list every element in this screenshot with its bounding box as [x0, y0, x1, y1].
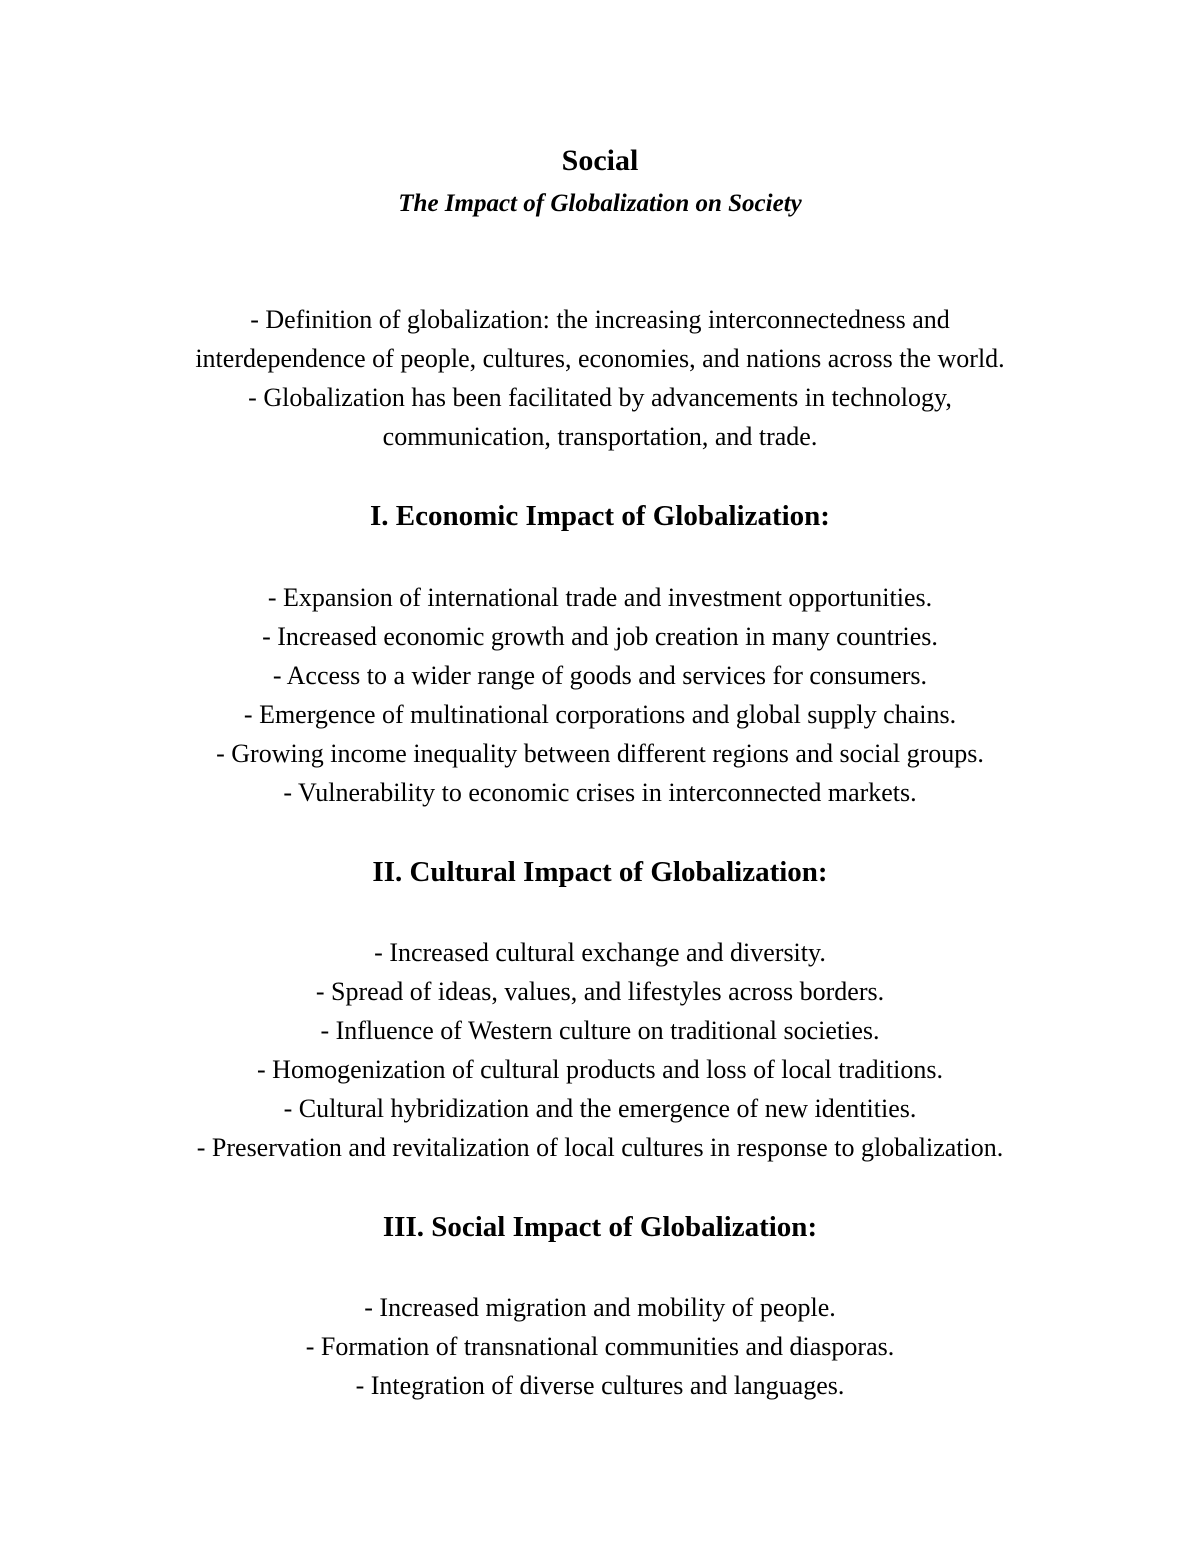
section-heading-social: III. Social Impact of Globalization: [382, 1211, 818, 1243]
list-item: - Emergence of multinational corporations and global supply chains. [243, 700, 957, 729]
list-item: - Increased migration and mobility of people. [364, 1293, 836, 1322]
list-item: - Spread of ideas, values, and lifestyles across borders. [315, 977, 885, 1006]
list-item: - Increased economic growth and job creation in many countries. [262, 622, 938, 651]
list-item: - Vulnerability to economic crises in interconnected markets. [283, 778, 917, 807]
section-heading-cultural: II. Cultural Impact of Globalization: [372, 856, 828, 888]
document-title: Social [561, 144, 639, 177]
list-item: - Formation of transnational communities and diasporas. [305, 1332, 895, 1361]
list-item: - Cultural hybridization and the emergence of new identities. [283, 1094, 917, 1123]
intro-line: communication, transportation, and trade. [382, 422, 818, 451]
list-item: - Increased cultural exchange and diversity. [374, 938, 826, 967]
intro-line: - Globalization has been facilitated by advancements in technology, [248, 383, 952, 412]
list-item: - Influence of Western culture on traditional societies. [320, 1016, 880, 1045]
intro-line: interdependence of people, cultures, economies, and nations across the world. [195, 344, 1005, 373]
list-item: - Preservation and revitalization of local cultures in response to globalization. [196, 1133, 1004, 1162]
document-subtitle: The Impact of Globalization on Society [398, 190, 802, 217]
list-item: - Growing income inequality between different regions and social groups. [216, 739, 984, 768]
section-heading-economic: I. Economic Impact of Globalization: [370, 500, 830, 532]
list-item: - Homogenization of cultural products and loss of local traditions. [257, 1055, 943, 1084]
list-item: - Access to a wider range of goods and services for consumers. [272, 661, 928, 690]
list-item: - Expansion of international trade and investment opportunities. [267, 583, 933, 612]
list-item: - Integration of diverse cultures and languages. [355, 1371, 845, 1400]
intro-line: - Definition of globalization: the increasing interconnectedness and [250, 305, 950, 334]
